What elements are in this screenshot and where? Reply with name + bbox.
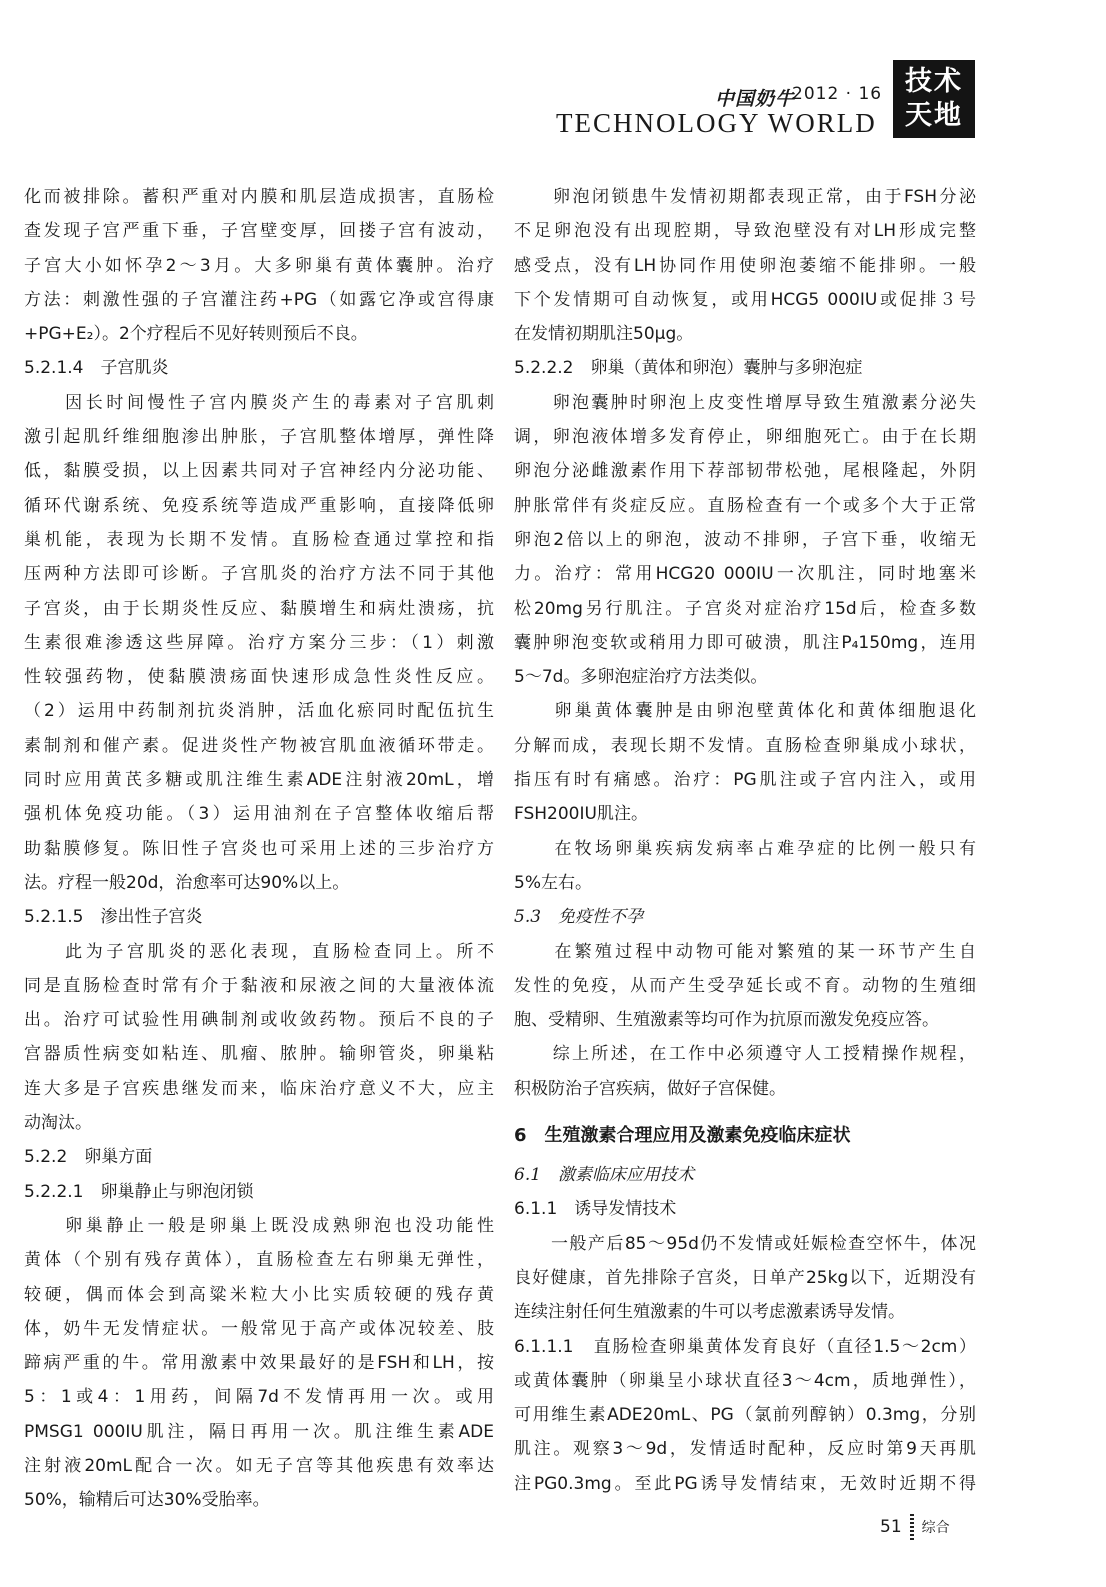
text-line: 子宫大小如怀孕2～3月。大多卵巢有黄体囊肿。治疗 <box>24 255 494 276</box>
text-line: 法。疗程一般20d，治愈率可达90%以上。 <box>24 872 350 893</box>
journal-name: 中国奶牛 <box>715 88 796 110</box>
text-line: 囊肿卵泡变软或稍用力即可破溃，肌注P₄150mg，连用 <box>514 632 976 653</box>
text-line: 感受点，没有LH协同作用使卵泡萎缩不能排卵。一般 <box>514 255 976 276</box>
text-line: 素制剂和催产素。促进炎性产物被宫肌血液循环带走。 <box>24 735 494 756</box>
text-line: 体，奶牛无发情症状。一般常见于高产或体况较差、肢 <box>24 1318 494 1339</box>
text-line: 化而被排除。蓄积严重对内膜和肌层造成损害，直肠检 <box>24 187 494 207</box>
text-line: FSH200IU肌注。 <box>514 804 648 825</box>
page-number: 51 <box>880 1517 902 1537</box>
text-line: 注PG0.3mg。至此PG诱导发情结束，无效时近期不得 <box>514 1473 976 1494</box>
text-line: 子宫炎，由于长期炎性反应、黏膜增生和病灶溃疡，抗 <box>24 598 494 619</box>
text-line: 积极防治子宫疾病，做好子宫保健。 <box>514 1078 786 1099</box>
issue-number: 2012 · 16 <box>792 84 883 104</box>
section-badge <box>893 60 975 138</box>
text-line: 同是直肠检查时常有介于黏液和尿液之间的大量液体流 <box>24 975 494 996</box>
section-badge-line2: 天地 <box>905 100 963 131</box>
text-line: 出。治疗可试验性用碘制剂或收敛药物。预后不良的子 <box>24 1010 494 1031</box>
text-line: 此为子宫肌炎的恶化表现，直肠检查同上。所不 <box>24 941 494 962</box>
text-line: 卵泡2倍以上的卵泡，波动不排卵，子宫下垂，收缩无 <box>514 529 976 550</box>
text-line: 助黏膜修复。陈旧性子宫炎也可采用上述的三步治疗方 <box>24 838 494 859</box>
text-line: 胞、受精卵、生殖激素等均可作为抗原而激发免疫应答。 <box>514 1010 939 1031</box>
text-line: 循环代谢系统、免疫系统等造成严重影响，直接降低卵 <box>24 495 494 516</box>
text-line: 性较强药物，使黏膜溃疡面快速形成急性炎性反应。 <box>24 667 494 688</box>
text-line: 6.1.1.1 直肠检查卵巢黄体发育良好（直径1.5～2cm） <box>514 1336 976 1357</box>
text-line: 卵泡分泌雌激素作用下荐部韧带松弛，尾根隆起，外阴 <box>514 461 976 482</box>
text-line: 方法：刺激性强的子宫灌注药+PG（如露它净或宫得康 <box>24 289 494 310</box>
text-line: 注射液20mL配合一次。如无子宫等其他疾患有效率达 <box>24 1455 494 1476</box>
section-heading: 5.2.2.2 卵巢（黄体和卵泡）囊肿与多卵泡症 <box>514 358 863 379</box>
text-line: 调，卵泡液体增多发育停止，卵细胞死亡。由于在长期 <box>514 427 976 448</box>
text-line: 生素很难渗透这些屏障。治疗方案分三步：（1）刺激 <box>24 632 494 653</box>
text-line: 蹄病严重的牛。常用激素中效果最好的是FSH和LH，按 <box>24 1353 494 1374</box>
text-line: 综上所述，在工作中必须遵守人工授精操作规程， <box>514 1044 976 1065</box>
text-line: 不足卵泡没有出现腔期，导致泡壁没有对LH形成完整 <box>514 221 976 242</box>
text-line: 卵泡闭锁患牛发情初期都表现正常，由于FSH分泌 <box>514 187 976 207</box>
text-line: 连续注射任何生殖激素的牛可以考虑激素诱导发情。 <box>514 1302 905 1323</box>
text-line: 同时应用黄芪多糖或肌注维生素ADE注射液20mL，增 <box>24 770 494 791</box>
text-line: 可用维生素ADE20mL、PG（氯前列醇钠）0.3mg，分别 <box>514 1405 976 1426</box>
section-badge-line1: 技术 <box>905 66 963 97</box>
text-line: 分解而成，表现长期不发情。直肠检查卵巢成小球状， <box>514 735 976 756</box>
section-heading: 5.3 免疫性不孕 <box>514 907 644 928</box>
text-line: 5～7d。多卵泡症治疗方法类似。 <box>514 667 768 688</box>
section-heading: 6.1.1 诱导发情技术 <box>514 1199 677 1220</box>
left-column <box>24 180 494 1518</box>
text-line: 5%左右。 <box>514 872 592 893</box>
text-line: 在发情初期肌注50μg。 <box>514 324 694 345</box>
text-line: 卵泡囊肿时卵泡上皮变性增厚导致生殖激素分泌失 <box>514 392 976 413</box>
text-line: 巢机能，表现为长期不发情。直肠检查通过掌控和指 <box>24 529 494 550</box>
text-line: PMSG1 000IU肌注，隔日再用一次。肌注维生素ADE <box>24 1421 494 1442</box>
footer-divider <box>910 1514 914 1540</box>
text-line: 黄体（个别有残存黄体），直肠检查左右卵巢无弹性， <box>24 1250 494 1271</box>
text-line: 5：1或4：1用药，间隔7d不发情再用一次。或用 <box>24 1387 494 1408</box>
text-line: +PG+E₂）。2个疗程后不见好转则预后不良。 <box>24 324 368 345</box>
text-line: 压两种方法即可诊断。子宫肌炎的治疗方法不同于其他 <box>24 564 494 585</box>
text-line: 宫器质性病变如粘连、肌瘤、脓肿。输卵管炎，卵巢粘 <box>24 1044 494 1065</box>
text-line: 或黄体囊肿（卵巢呈小球状直径3～4cm，质地弹性）， <box>514 1370 976 1391</box>
footer-section-label: 综合 <box>921 1520 950 1536</box>
section-title-en: TECHNOLOGY WORLD <box>556 108 877 138</box>
section-heading: 6 生殖激素合理应用及激素免疫临床症状 <box>514 1125 851 1147</box>
section-heading: 6.1 激素临床应用技术 <box>514 1165 695 1186</box>
text-line: 50%，输精后可达30%受胎率。 <box>24 1490 270 1511</box>
page-header <box>0 0 1106 150</box>
text-line: 动淘汰。 <box>24 1113 92 1134</box>
text-line: 低，黏膜受损，以上因素共同对子宫神经内分泌功能、 <box>24 461 494 482</box>
section-heading: 5.2.1.4 子宫肌炎 <box>24 358 169 379</box>
page-footer <box>880 1512 950 1542</box>
text-line: 下个发情期可自动恢复，或用HCG5 000IU或促排３号 <box>514 289 976 310</box>
section-heading: 5.2.2.1 卵巢静止与卵泡闭锁 <box>24 1181 254 1202</box>
text-line: 连大多是子宫疾患继发而来，临床治疗意义不大，应主 <box>24 1078 494 1099</box>
text-line: 较硬，偶而体会到高粱米粒大小比实质较硬的残存黄 <box>24 1284 494 1305</box>
text-line: 查发现子宫严重下垂，子宫壁变厚，回搂子宫有波动， <box>24 221 494 242</box>
text-line: 激引起肌纤维细胞渗出肿胀，子宫肌整体增厚，弹性降 <box>24 427 494 448</box>
text-line <box>514 1106 976 1114</box>
text-line: 肌注。观察3～9d，发情适时配种，反应时第9天再肌 <box>514 1439 976 1460</box>
section-heading: 5.2.2 卵巢方面 <box>24 1147 153 1168</box>
right-column <box>514 180 976 1501</box>
section-heading: 5.2.1.5 渗出性子宫炎 <box>24 907 203 928</box>
text-line: 一般产后85～95d仍不发情或妊娠检查空怀牛，体况 <box>514 1233 976 1254</box>
text-line: 卵巢黄体囊肿是由卵泡壁黄体化和黄体细胞退化 <box>514 701 976 722</box>
text-line: 松20mg另行肌注。子宫炎对症治疗15d后，检查多数 <box>514 598 976 619</box>
text-line: 良好健康，首先排除子宫炎，日单产25kg以下，近期没有 <box>514 1267 976 1288</box>
text-line: 发性的免疫，从而产生受孕延长或不育。动物的生殖细 <box>514 975 976 996</box>
text-line: 在牧场卵巢疾病发病率占难孕症的比例一般只有 <box>514 838 976 859</box>
text-line: 在繁殖过程中动物可能对繁殖的某一环节产生自 <box>514 941 976 962</box>
text-line: 指压有时有痛感。治疗：PG肌注或子宫内注入，或用 <box>514 770 976 791</box>
text-line: 因长时间慢性子宫内膜炎产生的毒素对子宫肌刺 <box>24 392 494 413</box>
text-line: 卵巢静止一般是卵巢上既没成熟卵泡也没功能性 <box>24 1215 494 1236</box>
text-line: （2）运用中药制剂抗炎消肿，活血化瘀同时配伍抗生 <box>24 701 494 722</box>
text-line: 肿胀常伴有炎症反应。直肠检查有一个或多个大于正常 <box>514 495 976 516</box>
text-line: 强机体免疫功能。（3）运用油剂在子宫整体收缩后帮 <box>24 804 494 825</box>
text-line: 力。治疗：常用HCG20 000IU一次肌注，同时地塞米 <box>514 564 976 585</box>
